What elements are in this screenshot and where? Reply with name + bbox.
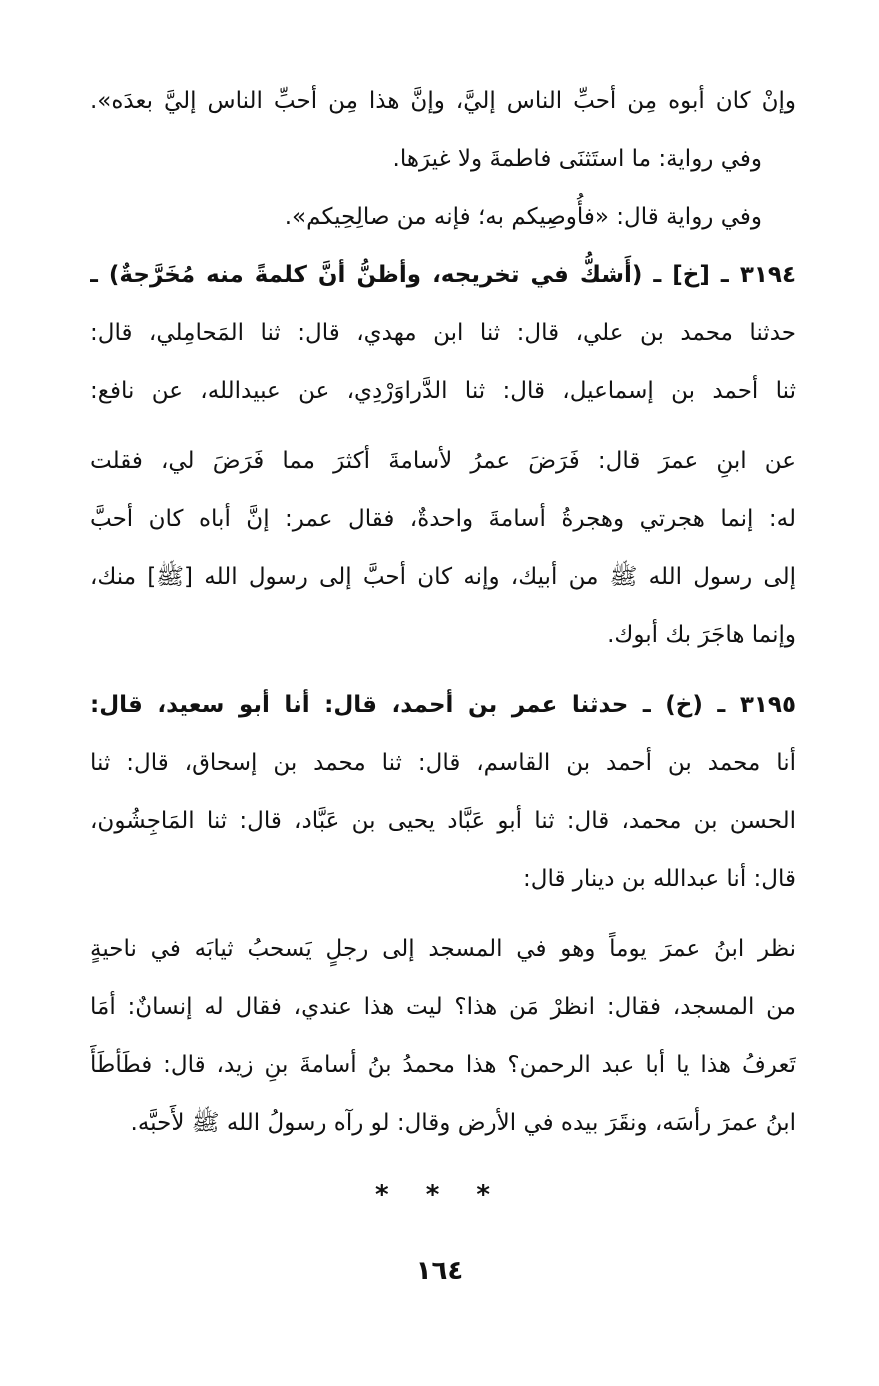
text-line: عن ابنِ عمرَ قال: فَرَضَ عمرُ لأسامةَ أكثرَ مما فَرَضَ لي، فقلت	[90, 448, 796, 474]
page-body	[90, 72, 796, 1152]
text-line: قال: أنا عبدالله بن دينار قال:	[523, 866, 796, 892]
spacer	[90, 420, 796, 432]
hadith-heading-3195: ٣١٩٥ ـ (خ) ـ حدثنا عمر بن أحمد، قال: أنا أبو سعيد، قال:	[90, 692, 796, 718]
text-line: إلى رسول الله ﷺ من أبيك، وإنه كان أحبَّ إلى رسول الله [ﷺ] منك،	[90, 564, 796, 590]
spacer	[90, 664, 796, 676]
hadith-heading-3194: ٣١٩٤ ـ [خ] ـ (أَشكُّ في تخريجه، وأظنُّ أنَّ كلمةً منه مُخَرَّجةٌ) ـ	[90, 262, 796, 288]
text-line: من المسجد، فقال: انظرْ مَن هذا؟ ليت هذا عندي، فقال له إنسانٌ: أمَا	[90, 994, 796, 1020]
text-line: وفي رواية: ما استَثنَى فاطمةَ ولا غيرَها.	[392, 146, 762, 172]
text-line: له: إنما هجرتي وهجرةُ أسامةَ واحدةٌ، فقال عمر: إنَّ أباه كان أحبَّ	[90, 506, 796, 532]
text-line: ابنُ عمرَ رأسَه، ونقَرَ بيده في الأرض وقال: لو رآه رسولُ الله ﷺ لأَحبَّه.	[130, 1110, 796, 1136]
text-line: ثنا أحمد بن إسماعيل، قال: ثنا الدَّراوَرْدِي، عن عبيدالله، عن نافع:	[90, 378, 796, 404]
text-line: تَعرفُ هذا يا أبا عبد الرحمن؟ هذا محمدُ بنُ أسامةَ بنِ زيد، قال: فطَأطَأَ	[90, 1052, 796, 1078]
spacer	[90, 908, 796, 920]
text-line: حدثنا محمد بن علي، قال: ثنا ابن مهدي، قال: ثنا المَحامِلي، قال:	[90, 320, 796, 346]
section-separator: * * *	[375, 1180, 504, 1210]
text-line: الحسن بن محمد، قال: ثنا أبو عَبَّاد يحيى بن عَبَّاد، قال: ثنا المَاجِشُون،	[90, 808, 796, 834]
text-line: وإنْ كان أبوه مِن أحبِّ الناس إليَّ، وإنَّ هذا مِن أحبِّ الناس إليَّ بعدَه».	[90, 88, 796, 114]
text-line: وإنما هاجَرَ بك أبوك.	[607, 622, 796, 648]
text-line: أنا محمد بن أحمد بن القاسم، قال: ثنا محمد بن إسحاق، قال: ثنا	[90, 750, 796, 776]
text-line: وفي رواية قال: «فأُوصِيكم به؛ فإنه من صالِحِيكم».	[284, 204, 762, 230]
page-number: ١٦٤	[415, 1256, 464, 1286]
text-line: نظر ابنُ عمرَ يوماً وهو في المسجد إلى رجلٍ يَسحبُ ثيابَه في ناحيةٍ	[90, 936, 796, 962]
